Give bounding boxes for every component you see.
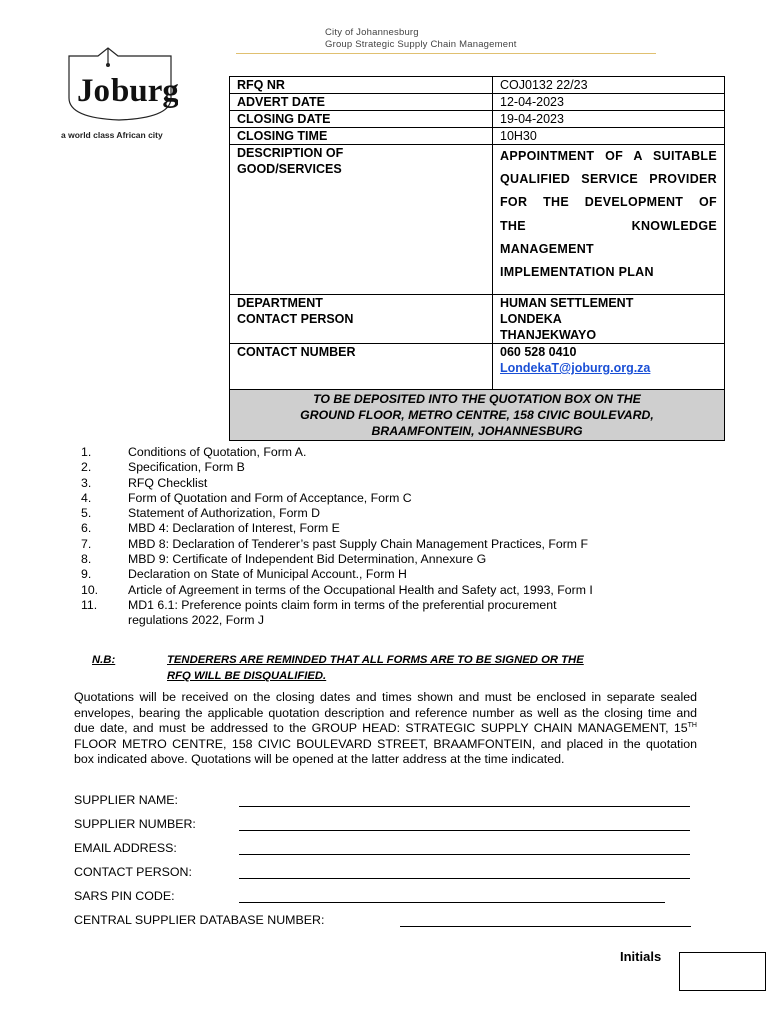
- table-row: [230, 145, 725, 295]
- closing-time-value: 10H30: [493, 128, 725, 145]
- contact-number-label: CONTACT NUMBER: [230, 344, 493, 390]
- table-row: [230, 77, 725, 94]
- supplier-name-label: SUPPLIER NAME:: [74, 793, 178, 807]
- list-number: 5.: [81, 506, 92, 521]
- list-number: 3.: [81, 475, 92, 490]
- list-item: [81, 476, 701, 491]
- logo-tagline: a world class African city: [61, 130, 163, 140]
- list-text: Specification, Form B: [128, 460, 245, 475]
- list-number: 4.: [81, 490, 92, 505]
- department-label: [230, 295, 493, 344]
- nb-label: N.B:: [92, 654, 116, 666]
- description-line: QUALIFIED SERVICE PROVIDER: [500, 172, 717, 187]
- list-item: [81, 445, 701, 460]
- list-item: [81, 491, 701, 506]
- csd-number-field[interactable]: [400, 926, 691, 927]
- svg-text:burg: burg: [111, 73, 178, 109]
- rfq-details-table: [229, 76, 725, 441]
- description-label-line: GOOD/SERVICES: [237, 162, 342, 176]
- advert-date-label: ADVERT DATE: [230, 94, 493, 111]
- list-text: Statement of Authorization, Form D: [128, 506, 321, 521]
- description-label: [230, 145, 493, 295]
- list-number: 7.: [81, 536, 92, 551]
- list-item: [81, 460, 701, 475]
- list-number: 1.: [81, 445, 92, 459]
- nb-warning: [167, 652, 667, 684]
- table-row: [230, 111, 725, 128]
- description-value: [493, 145, 725, 295]
- document-header: [325, 27, 517, 51]
- list-number: 11.: [81, 597, 98, 612]
- submission-instructions: [74, 690, 697, 768]
- description-line: APPOINTMENT OF A SUITABLE: [500, 149, 717, 163]
- contact-person-field[interactable]: [239, 878, 690, 879]
- list-item: [81, 506, 701, 521]
- csd-number-label: CENTRAL SUPPLIER DATABASE NUMBER:: [74, 913, 325, 927]
- contact-person-field-label: CONTACT PERSON:: [74, 865, 192, 879]
- deposit-line: TO BE DEPOSITED INTO THE QUOTATION BOX ON THE: [313, 392, 641, 406]
- email-address-field[interactable]: [239, 854, 690, 855]
- list-text: Declaration on State of Municipal Account., Form H: [128, 567, 407, 582]
- supplier-number-field[interactable]: [239, 830, 690, 831]
- sars-pin-label: SARS PIN CODE:: [74, 889, 175, 903]
- paragraph-superscript: TH: [687, 722, 697, 730]
- joburg-logo-icon: [63, 46, 178, 122]
- deposit-instructions: [230, 390, 725, 441]
- list-item: [81, 537, 701, 552]
- nb-line: TENDERERS ARE REMINDED THAT ALL FORMS ARE TO BE SIGNED OR THE: [167, 654, 584, 666]
- department-value-text: HUMAN SETTLEMENT: [500, 296, 634, 310]
- table-row: [230, 94, 725, 111]
- contact-email-link[interactable]: LondekaT@joburg.org.za: [500, 361, 651, 375]
- rfq-nr-label: RFQ NR: [230, 77, 493, 94]
- list-number: 2.: [81, 460, 92, 475]
- list-text: Conditions of Quotation, Form A.: [128, 445, 307, 459]
- initials-label: Initials: [620, 949, 662, 964]
- contact-number-cell: [493, 344, 725, 390]
- rfq-nr-value: COJ0132 22/23: [493, 77, 725, 94]
- description-line: FOR THE DEVELOPMENT OF: [500, 195, 717, 210]
- list-number: 8.: [81, 552, 92, 567]
- list-number: 10.: [81, 582, 99, 597]
- department-value: [493, 295, 725, 344]
- initials-box[interactable]: [679, 952, 766, 991]
- paragraph-text: Quotations will be received on the closing dates and times shown and must be enclosed in separate sealed envelopes, bearing the applicable quotation description and reference number as well as the closing time and due date, and must be addressed to the GROUP HEAD: STRATEGIC SUPPLY CHAIN MANAGEMENT, 15: [74, 690, 697, 736]
- table-row: [230, 128, 725, 145]
- list-text: RFQ Checklist: [128, 475, 208, 490]
- list-item: [81, 552, 701, 567]
- advert-date-value: 12-04-2023: [493, 94, 725, 111]
- contact-number-value: 060 528 0410: [500, 345, 577, 359]
- list-item: [81, 583, 701, 598]
- required-documents-list: [81, 445, 701, 629]
- closing-date-value: 19-04-2023: [493, 111, 725, 128]
- supplier-name-field[interactable]: [239, 806, 690, 807]
- description-line: MANAGEMENT: [500, 241, 594, 256]
- deposit-line: GROUND FLOOR, METRO CENTRE, 158 CIVIC BOULEVARD,: [300, 408, 654, 422]
- list-number: 9.: [81, 567, 92, 582]
- list-text: MBD 8: Declaration of Tenderer’s past Supply Chain Management Practices, Form F: [128, 536, 588, 551]
- table-row: [230, 344, 725, 390]
- header-rule: [236, 53, 656, 54]
- department-label-text: DEPARTMENT: [237, 296, 323, 310]
- header-dept: Group Strategic Supply Chain Management: [325, 39, 517, 50]
- description-label-line: DESCRIPTION OF: [237, 146, 344, 160]
- list-text: MD1 6.1: Preference points claim form in terms of the preferential procurement regulations 2022, Form J: [128, 597, 557, 628]
- table-row: [230, 295, 725, 344]
- sars-pin-field[interactable]: [239, 902, 665, 903]
- contact-person-value: LONDEKA: [500, 312, 562, 326]
- contact-person-surname: THANJEKWAYO: [500, 328, 597, 342]
- email-address-label: EMAIL ADDRESS:: [74, 841, 177, 855]
- description-line: THE KNOWLEDGE: [500, 218, 717, 233]
- closing-date-label: CLOSING DATE: [230, 111, 493, 128]
- list-number: 6.: [81, 521, 92, 536]
- supplier-number-label: SUPPLIER NUMBER:: [74, 817, 196, 831]
- closing-time-label: CLOSING TIME: [230, 128, 493, 145]
- contact-person-label: CONTACT PERSON: [237, 312, 354, 326]
- description-line: IMPLEMENTATION PLAN: [500, 265, 654, 280]
- list-item: [81, 521, 701, 536]
- list-text: Article of Agreement in terms of the Occupational Health and Safety act, 1993, Form I: [128, 582, 593, 597]
- nb-line: RFQ WILL BE DISQUALIFIED.: [167, 670, 327, 682]
- list-item: [81, 598, 701, 629]
- paragraph-text: FLOOR METRO CENTRE, 158 CIVIC BOULEVARD STREET, BRAAMFONTEIN, and placed in the quotation box indicated above. Quotations will be opened at the latter address at the time indicated.: [74, 736, 697, 767]
- table-row: [230, 390, 725, 441]
- list-text: MBD 4: Declaration of Interest, Form E: [128, 521, 340, 536]
- list-item: [81, 567, 701, 582]
- list-text: Form of Quotation and Form of Acceptance, Form C: [128, 490, 412, 505]
- deposit-line: BRAAMFONTEIN, JOHANNESBURG: [371, 424, 583, 438]
- header-org: City of Johannesburg: [325, 27, 419, 38]
- list-text: MBD 9: Certificate of Independent Bid Determination, Annexure G: [128, 552, 487, 567]
- svg-text:Jo: Jo: [77, 73, 110, 109]
